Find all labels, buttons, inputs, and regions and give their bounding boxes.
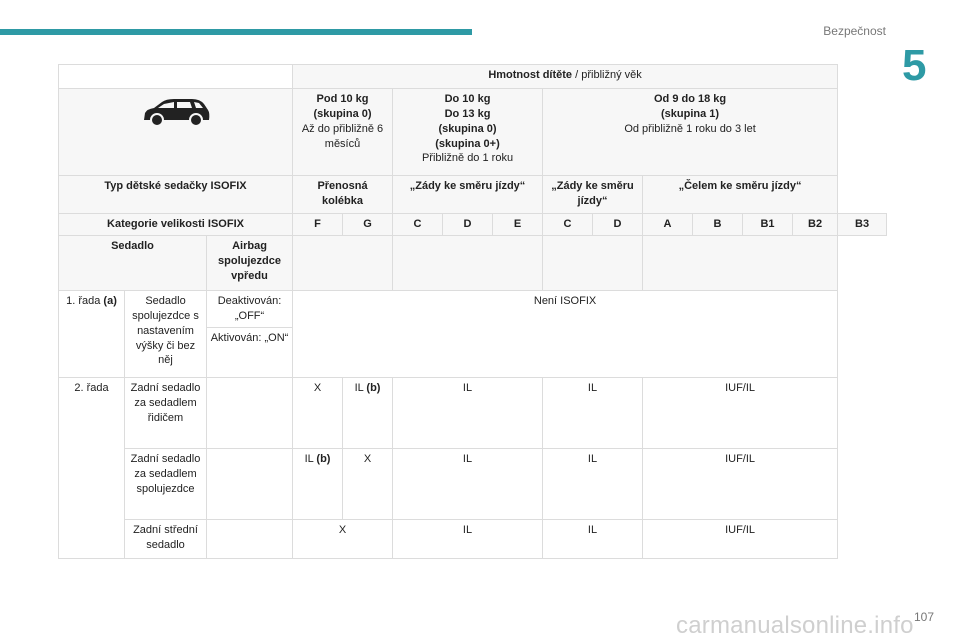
- group-0-weight: Pod 10 kg: [316, 93, 369, 105]
- value-cell: IL: [543, 449, 643, 520]
- group-1-name: (skupina 1): [661, 107, 720, 120]
- size-class-cell: B2: [793, 214, 838, 236]
- group-0plus-name-1: (skupina 0): [438, 122, 497, 135]
- value-cell: [293, 449, 343, 520]
- weight-header-rest: / přibližný věk: [572, 69, 642, 81]
- blank-cell: [643, 236, 838, 291]
- isofix-table: [58, 64, 887, 559]
- size-class-cell: B1: [743, 214, 793, 236]
- airbag-on: Aktivován: „ON“: [207, 328, 293, 378]
- car-icon-cell: [59, 89, 293, 176]
- section-title: Bezpečnost: [823, 24, 886, 38]
- value-cell: X: [293, 378, 343, 449]
- seat-type-forward-text: „Čelem ke směru jízdy“: [678, 180, 802, 192]
- rear-seat-center: Zadní střední sedadlo: [125, 520, 207, 559]
- group-1-weight: Od 9 do 18 kg: [653, 93, 727, 105]
- value-cell: IUF/IL: [643, 378, 838, 449]
- size-class-cell: B: [693, 214, 743, 236]
- page-number: 107: [914, 610, 935, 624]
- watermark: carmanualsonline.info: [676, 612, 914, 639]
- row-1-label-text: 1. řada: [66, 295, 104, 307]
- size-class-cell: B3: [838, 214, 887, 236]
- size-class-cell: D: [443, 214, 493, 236]
- value-cell: IUF/IL: [643, 449, 838, 520]
- empty-header-cell: [59, 65, 293, 89]
- seat-type-forward: [643, 176, 838, 214]
- group-0-age: Až do přibližně 6 měsíců: [301, 122, 384, 150]
- header-accent-bar: [0, 29, 472, 35]
- car-icon: [140, 96, 212, 130]
- seat-type-label: Typ dětské sedačky ISOFIX: [59, 176, 293, 214]
- value-cell: IL: [543, 520, 643, 559]
- group-0plus-weight-2: Do 13 kg: [444, 107, 491, 120]
- row-2-label: 2. řada: [59, 378, 125, 559]
- size-class-cell: E: [493, 214, 543, 236]
- group-0plus-cell: [393, 89, 543, 176]
- group-1-cell: [543, 89, 838, 176]
- chapter-number: 5: [902, 41, 927, 90]
- blank-cell: [393, 236, 543, 291]
- value-cell: X: [343, 449, 393, 520]
- size-class-label: Kategorie velikosti ISOFIX: [59, 214, 293, 236]
- footnote-b: (b): [366, 382, 381, 394]
- value-cell: IL: [393, 449, 543, 520]
- airbag-off: Deaktivován: „OFF“: [207, 291, 293, 328]
- seat-header: Sedadlo: [59, 236, 207, 291]
- value-cell: IL: [393, 520, 543, 559]
- row-1-footnote: (a): [103, 295, 117, 307]
- size-class-cell: A: [643, 214, 693, 236]
- value-cell: IL: [393, 378, 543, 449]
- size-class-cell: D: [593, 214, 643, 236]
- airbag-header: Airbag spolujezdce vpředu: [207, 236, 293, 291]
- row-1-value: Není ISOFIX: [293, 291, 838, 378]
- size-class-cell: C: [393, 214, 443, 236]
- footnote-b: (b): [316, 453, 331, 465]
- value-text: IL: [354, 382, 367, 394]
- size-class-cell: F: [293, 214, 343, 236]
- row-1-seat: Sedadlo spolujezdce s nastavením výšky či bez něj: [125, 291, 207, 378]
- group-0-cell: [293, 89, 393, 176]
- seat-type-rear-1-text: „Zády ke směru jízdy“: [409, 180, 526, 192]
- blank-cell: [207, 449, 293, 520]
- value-cell: X: [293, 520, 393, 559]
- group-0plus-age: Přibližně do 1 roku: [421, 152, 514, 165]
- blank-cell: [293, 236, 393, 291]
- rear-seat-driver-side: Zadní sedadlo za sedadlem řidičem: [125, 378, 207, 449]
- seat-type-carrycot: Přenosná kolébka: [293, 176, 393, 214]
- group-0-name: (skupina 0): [313, 107, 372, 120]
- rear-seat-passenger-side: Zadní sedadlo za sedadlem spolujezdce: [125, 449, 207, 520]
- value-text: IL: [304, 453, 317, 465]
- weight-header-bold: Hmotnost dítěte: [488, 69, 573, 81]
- row-1-label: [59, 291, 125, 378]
- blank-cell: [543, 236, 643, 291]
- group-0plus-name-2: (skupina 0+): [435, 137, 500, 150]
- group-1-age: Od přibližně 1 roku do 3 let: [624, 122, 756, 135]
- seat-type-rear-2: [543, 176, 643, 214]
- value-cell: IL: [543, 378, 643, 449]
- seat-type-rear-2-text: „Zády ke směru jízdy“: [551, 180, 634, 207]
- size-class-cell: C: [543, 214, 593, 236]
- value-cell: IUF/IL: [643, 520, 838, 559]
- group-0plus-weight-1: Do 10 kg: [444, 93, 491, 105]
- seat-type-rear-1: [393, 176, 543, 214]
- size-class-cell: G: [343, 214, 393, 236]
- value-cell: [343, 378, 393, 449]
- weight-header: [293, 65, 838, 89]
- blank-cell: [207, 378, 293, 449]
- blank-cell: [207, 520, 293, 559]
